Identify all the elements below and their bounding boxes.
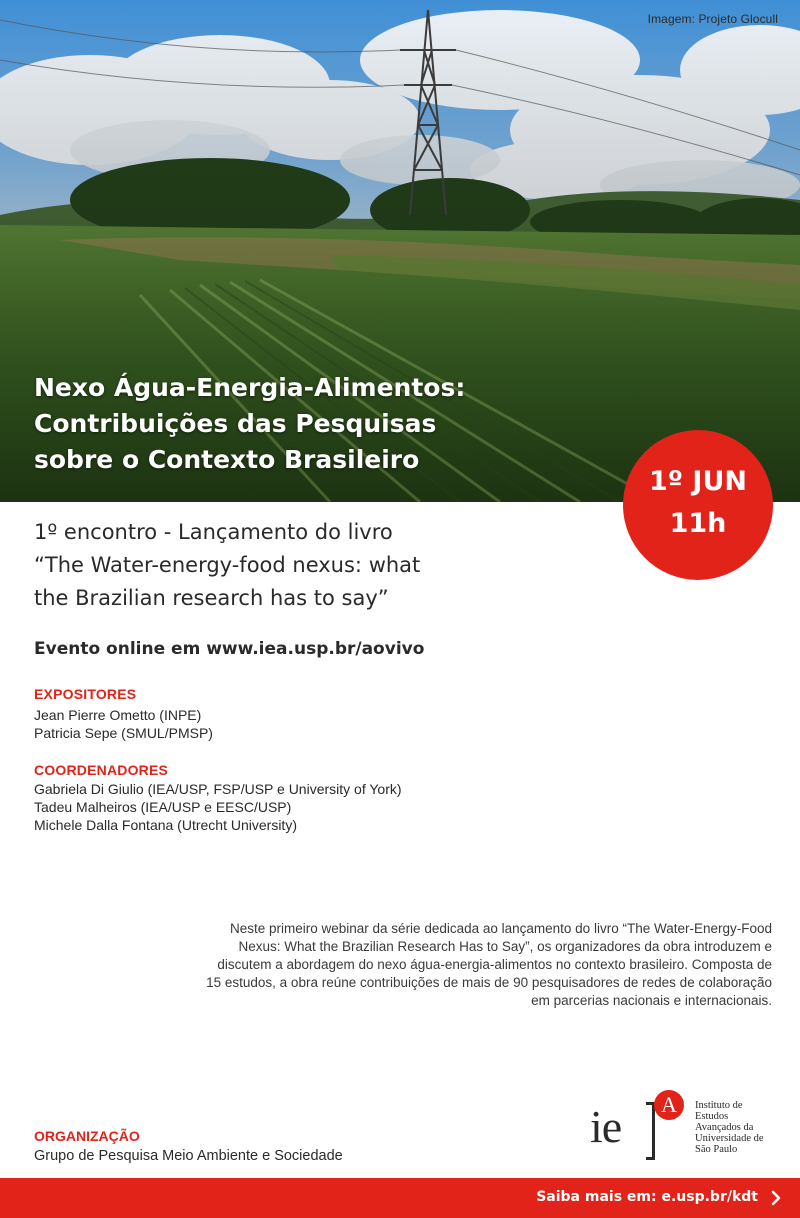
description-line: em parcerias nacionais e internacionais.: [531, 993, 772, 1008]
image-credit: Imagem: Projeto Glocull: [647, 12, 778, 26]
subtitle-line: the Brazilian research has to say”: [34, 586, 389, 610]
event-description: [140, 920, 772, 1010]
organizacao-name: Grupo de Pesquisa Meio Ambiente e Sociedade: [34, 1148, 343, 1164]
organizacao-heading: ORGANIZAÇÃO: [34, 1128, 140, 1144]
list-item: Jean Pierre Ometto (INPE): [34, 707, 202, 723]
logo-text: [695, 1100, 764, 1155]
list-item: Tadeu Malheiros (IEA/USP e EESC/USP): [34, 799, 292, 815]
description-line: discutem a abordagem do nexo água-energia-alimentos no contexto brasileiro. Composta de: [217, 957, 772, 972]
coordenadores-heading: COORDENADORES: [34, 762, 169, 778]
description-line: 15 estudos, a obra reúne contribuições de mais de 90 pesquisadores de redes de colaboração: [206, 975, 772, 990]
event-date: 1º JUN: [649, 466, 747, 497]
iea-logo[interactable]: [590, 1090, 790, 1165]
coordenadores-list: [34, 780, 402, 834]
description-line: Neste primeiro webinar da série dedicada ao lançamento do livro “The Water-Energy-Food: [229, 921, 772, 936]
logo-text-line: Estudos: [695, 1111, 729, 1122]
event-title: [34, 370, 594, 478]
date-badge: [623, 430, 773, 580]
chevron-right-icon[interactable]: [766, 1187, 786, 1209]
title-line: Contribuições das Pesquisas: [34, 409, 437, 438]
subtitle-line: “The Water-energy-food nexus: what: [34, 553, 421, 577]
list-item: Michele Dalla Fontana (Utrecht University): [34, 817, 297, 833]
subtitle-line: 1º encontro - Lançamento do livro: [34, 520, 393, 544]
expositores-list: [34, 706, 213, 742]
logo-mark: ie: [590, 1101, 622, 1152]
hero-photo: [0, 0, 800, 502]
logo-text-line: Universidade de: [695, 1133, 764, 1144]
logo-bracket-bottom: [646, 1157, 655, 1160]
title-line: sobre o Contexto Brasileiro: [34, 445, 420, 474]
title-line: Nexo Água-Energia-Alimentos:: [34, 373, 466, 402]
event-subtitle: [34, 516, 594, 615]
event-time: 11h: [669, 508, 727, 539]
logo-text-line: São Paulo: [695, 1144, 738, 1155]
footer-bar[interactable]: [0, 1178, 800, 1218]
logo-text-line: Avançados da: [695, 1122, 754, 1133]
expositores-heading: EXPOSITORES: [34, 686, 137, 702]
online-event-link[interactable]: Evento online em www.iea.usp.br/aovivo: [34, 639, 425, 659]
logo-text-line: Instituto de: [695, 1100, 743, 1111]
list-item: Gabriela Di Giulio (IEA/USP, FSP/USP e University of York): [34, 781, 402, 797]
description-line: Nexus: What the Brazilian Research Has to Say”, os organizadores da obra introduzem e: [238, 939, 772, 954]
list-item: Patricia Sepe (SMUL/PMSP): [34, 725, 213, 741]
footer-link[interactable]: Saiba mais em: e.usp.br/kdt: [536, 1189, 758, 1205]
logo-a-circle: A: [654, 1090, 684, 1120]
